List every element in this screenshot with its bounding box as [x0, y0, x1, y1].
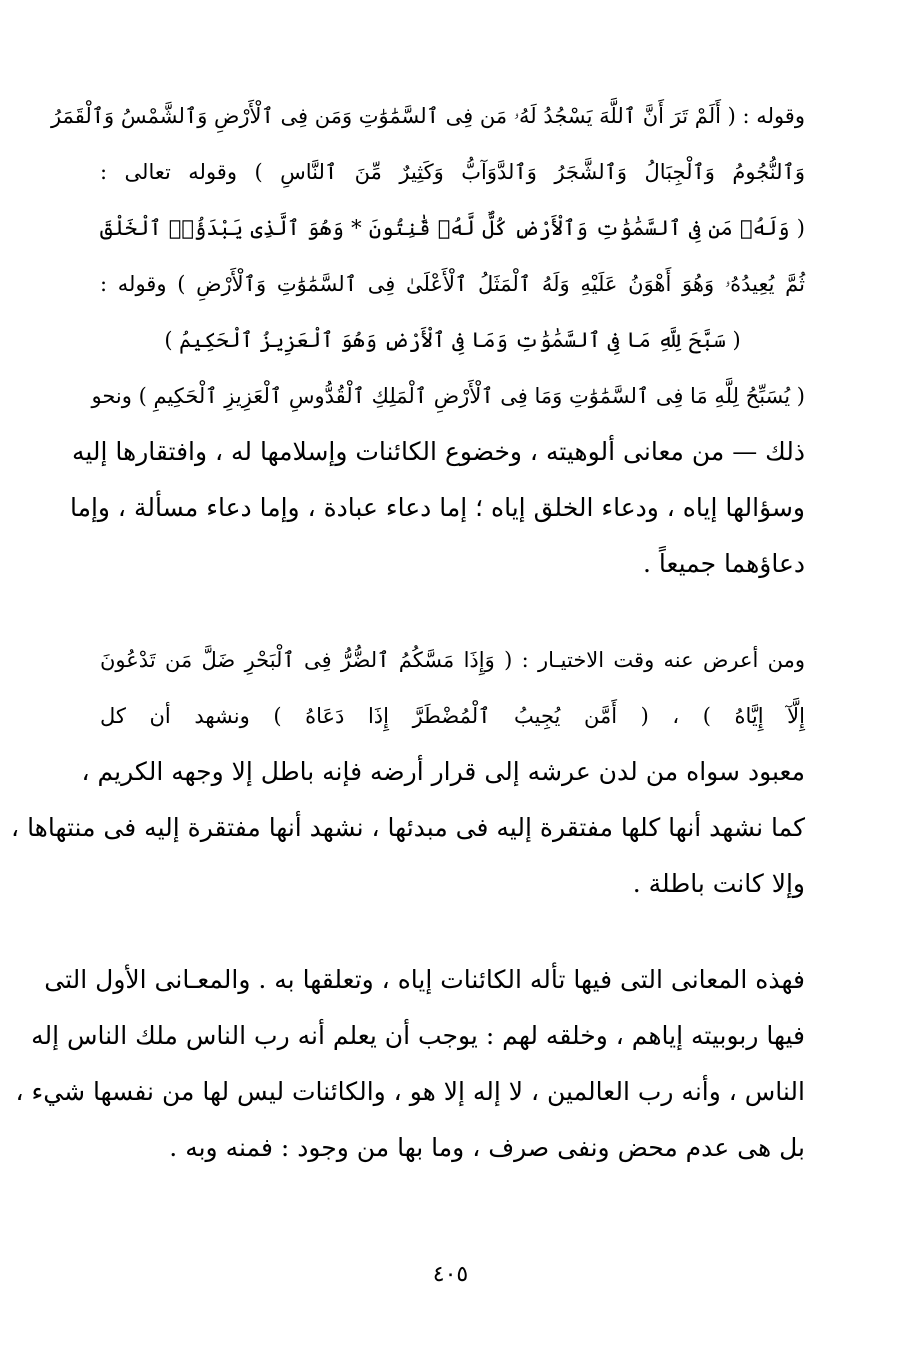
text-line: وقوله : ( أَلَمْ تَرَ أَنَّ ٱللَّهَ يَسْجُدُ لَهُۥ مَن فِى ٱلسَّمَٰوَٰتِ وَمَن فِى ٱلْأَرْضِ وَٱلشَّمْسُ وَٱلْقَمَرُ [50, 104, 805, 128]
text-line: وسؤالها إياه ، ودعاء الخلق إياه ؛ إما دعاء عبادة ، وإما دعاء مسألة ، وإما [69, 493, 805, 522]
text-line: ثُمَّ يُعِيدُهُۥ وَهُوَ أَهْوَنُ عَلَيْهِ وَلَهُ ٱلْمَثَلُ ٱلْأَعْلَىٰ فِى ٱلسَّمَٰوَٰتِ وَٱلْأَرْضِ ) وقوله : [100, 272, 805, 296]
text-line: إِلَّآ إِيَّاهُ ) ، ( أَمَّن يُجِيبُ ٱلْمُضْطَرَّ إِذَا دَعَاهُ ) ونشهد أن كل [100, 704, 805, 728]
text-line: ( وَلَهُۥ مَن فِى ٱلسَّمَٰوَٰتِ وَٱلْأَرْضِ كُلٌّ لَّهُۥ قَٰنِتُونَ * وَهُوَ ٱلَّذِى يَبْدَؤُا۟ ٱلْخَلْقَ [100, 216, 805, 240]
text-line: وإلا كانت باطلة . [632, 869, 805, 898]
text-line: دعاؤهما جميعاً . [643, 549, 805, 578]
text-line: وَٱلنُّجُومُ وَٱلْجِبَالُ وَٱلشَّجَرُ وَٱلدَّوَآبُّ وَكَثِيرٌ مِّنَ ٱلنَّاسِ ) وقوله تعالى : [100, 160, 805, 184]
text-line: فهذه المعانى التى فيها تأله الكائنات إياه ، وتعلقها به . والمعـانى الأول التى [44, 965, 805, 994]
page-number: ٤٠٥ [432, 1262, 469, 1287]
paragraph-1 [50, 88, 805, 592]
text-line: ذلك — من معانى ألوهيته ، وخضوع الكائنات وإسلامها له ، وافتقارها إليه [71, 437, 805, 466]
text-line: ومن أعرض عنه وقت الاختيـار : ( وَإِذَا مَسَّكُمُ ٱلضُّرُّ فِى ٱلْبَحْرِ ضَلَّ مَن تَدْعُونَ [100, 648, 805, 672]
text-line: الناس ، وأنه رب العالمين ، لا إله إلا هو ، والكائنات ليس لها من نفسها شيء ، [15, 1077, 805, 1106]
paragraph-gap [100, 592, 805, 632]
text-line: كما نشهد أنها كلها مفتقرة إليه فى مبدئها ، نشهد أنها مفتقرة إليه فى منتهاها ، [11, 813, 805, 842]
paragraph-gap [100, 912, 805, 952]
text-line: بل هى عدم محض ونفى صرف ، وما بها من وجود : فمنه وبه . [169, 1133, 805, 1162]
text-line: ( سَبَّحَ لِلَّهِ مَا فِى ٱلسَّمَٰوَٰتِ وَمَا فِى ٱلْأَرْضِ وَهُوَ ٱلْعَزِيزُ ٱلْحَكِيمُ ) [164, 328, 741, 352]
text-line: ( يُسَبِّحُ لِلَّهِ مَا فِى ٱلسَّمَٰوَٰتِ وَمَا فِى ٱلْأَرْضِ ٱلْمَلِكِ ٱلْقُدُّوسِ ٱلْعَزِيزِ ٱلْحَكِيمِ ) ونحو [91, 384, 805, 408]
text-line: فيها ربوبيته إياهم ، وخلقه لهم : يوجب أن يعلم أنه رب الناس ملك الناس إله [31, 1021, 805, 1050]
paragraph-3 [15, 952, 805, 1176]
paragraph-2 [11, 632, 805, 912]
text-line: معبود سواه من لدن عرشه إلى قرار أرضه فإنه باطل إلا وجهه الكريم ، [81, 757, 805, 786]
